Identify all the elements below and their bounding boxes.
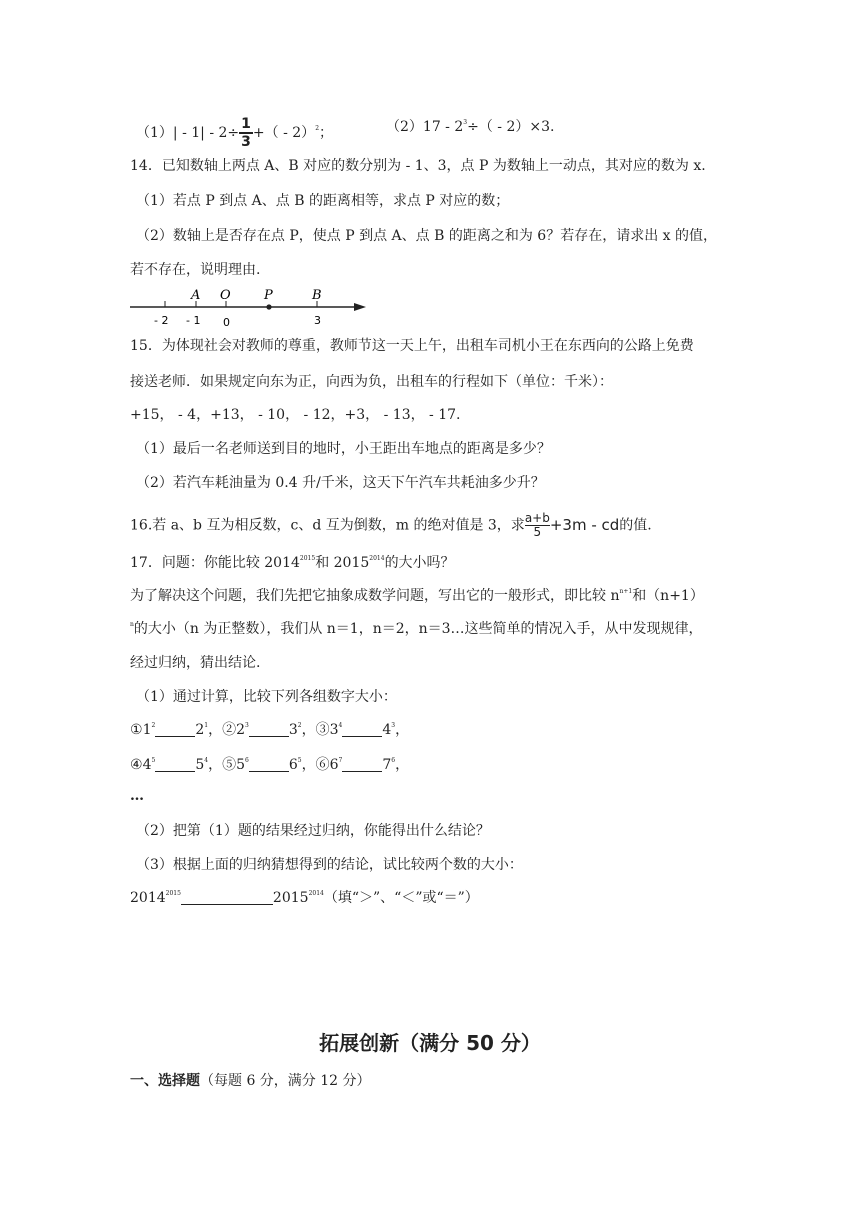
number-line-arrow (354, 303, 366, 311)
point-p-dot (266, 304, 271, 309)
problem-17-line2: 为了解决这个问题，我们先把它抽象成数学问题，写出它的一般形式，即比较 $n^{n+1}$和（n+1） (130, 588, 704, 604)
label-a: A (191, 288, 201, 303)
ellipsis: … (130, 788, 144, 804)
problem-17-line3: $^n$的大小（n 为正整数），我们从 n＝1，n＝2，n＝3…这些简单的情况入手，从中发现规律， (130, 621, 703, 637)
answer-blank[interactable] (342, 722, 382, 737)
problem-14-q1: （1）若点 P 到点 A、点 B 的距离相等，求点 P 对应的数； (136, 193, 510, 209)
section-subtitle: 一、选择题（每题 6 分，满分 12 分） (130, 1073, 371, 1089)
label-p: P (264, 288, 273, 303)
problem-15-q1: （1）最后一名老师送到目的地时，小王距出车地点的距离是多少？ (136, 441, 551, 457)
comparison-item: $①1^2$ $2^1$， (130, 722, 223, 738)
answer-blank[interactable] (155, 722, 195, 737)
label-minus-2: ‑ 2 (154, 314, 169, 327)
fraction-one-third: $\frac{1}{3}$ (241, 116, 251, 150)
number-line-figure (130, 284, 375, 330)
expression-image: $\frac{a+b}{5}$ +3m ‑ cd (524, 511, 620, 539)
problem-15-line1: 15．为体现社会对教师的尊重，教师节这一天上午，出租车司机小王在东西向的公路上免费 (130, 338, 694, 354)
section-title: 拓展创新（满分 50 分） (319, 1031, 541, 1055)
answer-blank[interactable] (249, 757, 289, 772)
final-answer-blank[interactable] (181, 890, 273, 905)
problem-17-q2: （2）把第（1）题的结果经过归纳，你能得出什么结论？ (136, 823, 490, 839)
answer-blank[interactable] (249, 722, 289, 737)
label-minus-1: ‑ 1 (186, 314, 201, 327)
problem-17-final: $2014^{2015}$ $2015^{2014}$（填“＞”、“＜”或“＝”） (130, 890, 479, 906)
label-b: B (312, 288, 322, 303)
problem-14-stem: 14．已知数轴上两点 A、B 对应的数分别为 ‑ 1、3，点 P 为数轴上一动点，其对应的数为 x. (130, 158, 706, 174)
problem-17-stem: 17．问题：你能比较 $2014^{2015}$和 $2015^{2014}$的大小吗？ (130, 555, 455, 571)
label-three: 3 (314, 314, 321, 327)
comparison-row-1 (130, 721, 409, 739)
comparison-item: $③3^4$ $4^3$， (315, 722, 410, 738)
problem-16: 16.若 a、b 互为相反数，c、d 互为倒数，m 的绝对值是 3，求 $\frac{a+b}{5}$ +3m ‑ cd的值. (130, 511, 652, 539)
comparison-row-2 (130, 756, 409, 774)
problem-17-line4: 经过归纳，猜出结论. (130, 655, 261, 671)
comparison-item: $⑥6^7$ $7^6$， (315, 757, 410, 773)
problem-15-q2: （2）若汽车耗油量为 0.4 升/千米，这天下午汽车共耗油多少升？ (136, 475, 545, 491)
answer-blank[interactable] (155, 757, 195, 772)
comparison-item: $②2^3$ $3^2$， (222, 722, 316, 738)
comparison-item: $④4^5$ $5^4$， (130, 757, 223, 773)
problem-13-part2: （2）17 ‑ $2^3\div$（ ‑ 2）×3. (386, 119, 555, 135)
comparison-item: $⑤5^6$ $6^5$， (222, 757, 316, 773)
problem-13-part1: （1）| ‑ 1| ‑ 2÷ $\frac{1}{3}$ +（ ‑ 2）$^2$； (136, 116, 334, 150)
problem-17-q1: （1）通过计算，比较下列各组数字大小： (136, 689, 397, 705)
problem-15-values: +15， ‑ 4，+13， ‑ 10， ‑ 12，+3， ‑ 13， ‑ 17. (130, 407, 461, 423)
problem-17-q3: （3）根据上面的归纳猜想得到的结论，试比较两个数的大小： (136, 857, 523, 873)
problem-14-q2b: 若不存在，说明理由. (130, 262, 261, 278)
label-zero: 0 (223, 316, 230, 329)
problem-15-line2: 接送老师．如果规定向东为正，向西为负，出租车的行程如下（单位：千米）： (130, 374, 613, 390)
answer-blank[interactable] (342, 757, 382, 772)
problem-14-q2a: （2）数轴上是否存在点 P，使点 P 到点 A、点 B 的距离之和为 6？若存在，请求出 x 的值， (136, 228, 717, 244)
label-o: O (220, 288, 231, 303)
